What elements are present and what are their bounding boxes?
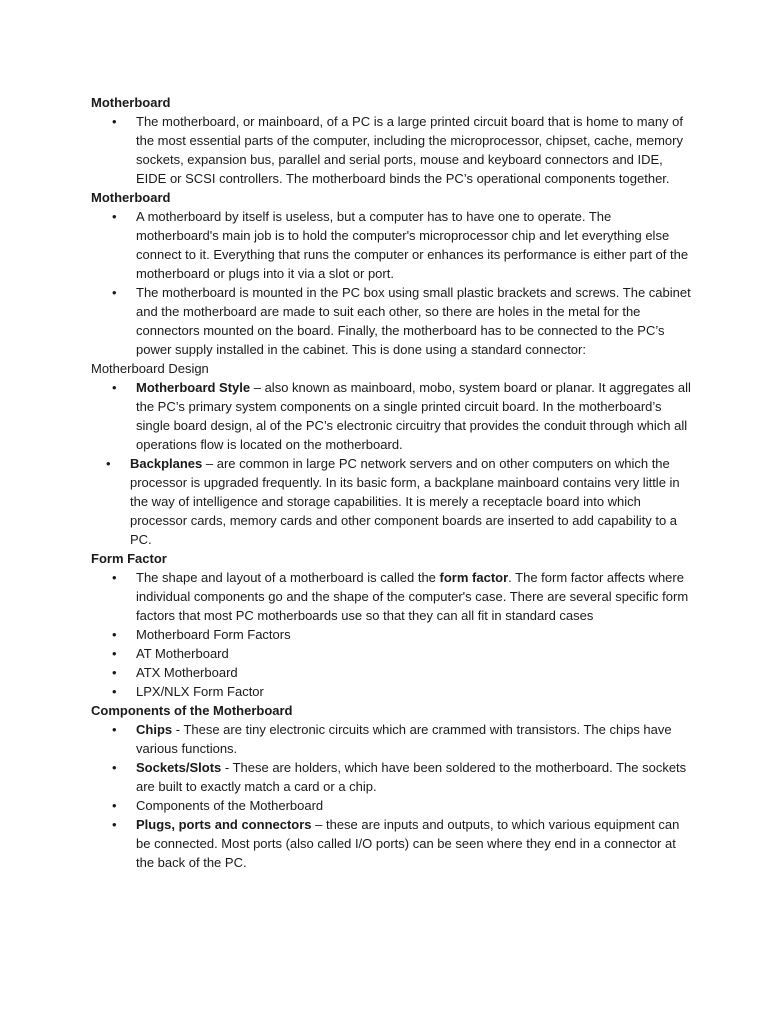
item-text: – these are inputs and outputs, to which various equipment can be connected. Most ports (also called I/O ports) can be seen where they end in a connector at the back of the PC. (136, 817, 680, 870)
bullet-icon: • (112, 722, 117, 737)
list-item (91, 454, 691, 549)
bullet-icon: • (112, 570, 117, 585)
item-text: Components of the Motherboard (136, 798, 324, 813)
list-item (91, 644, 691, 663)
section-heading: Motherboard (91, 95, 171, 110)
list-item (91, 568, 691, 625)
item-lead: Sockets/Slots (136, 760, 222, 775)
bullet-list (91, 378, 691, 549)
list-item (91, 815, 691, 872)
item-lead: Motherboard Style (136, 380, 251, 395)
item-term: form factor (439, 570, 509, 585)
section-heading: Form Factor (91, 551, 167, 566)
section-heading: Motherboard Design (91, 361, 209, 376)
bullet-list (91, 568, 691, 701)
list-item (91, 682, 691, 701)
item-text: Motherboard Form Factors (136, 627, 291, 642)
bullet-icon: • (112, 627, 117, 642)
item-text: LPX/NLX Form Factor (136, 684, 264, 699)
list-item (91, 283, 691, 359)
item-text-pre: The shape and layout of a motherboard is called the (136, 570, 440, 585)
bullet-icon: • (112, 380, 117, 395)
bullet-icon: • (112, 285, 117, 300)
item-text: – are common in large PC network servers and on other computers on which the processor is upgraded frequently. In its basic form, a backplane mainboard contains very little in the way of intelligence and storage capabilities. It is merely a receptacle board into which processor cards, memory cards and other component boards are inserted to add capability to a PC. (130, 456, 680, 547)
item-lead: Backplanes (130, 456, 203, 471)
item-text: – also known as mainboard, mobo, system board or planar. It aggregates all the PC’s primary system components on a single printed circuit board. In the motherboard’s single board design, al of the PC’s electronic circuitry that provides the conduit through which all operations flow is located on the motherboard. (136, 380, 691, 452)
item-text: ATX Motherboard (136, 665, 238, 680)
bullet-icon: • (112, 209, 117, 224)
item-text: - These are holders, which have been soldered to the motherboard. The sockets are built to exactly match a card or a chip. (136, 760, 687, 794)
list-item (91, 663, 691, 682)
list-item (91, 207, 691, 283)
section-heading: Components of the Motherboard (91, 703, 293, 718)
item-text-post: . The form factor affects where individual components go and the shape of the computer's case. There are several specific form factors that most PC motherboards use so that they can all fit in standard cases (136, 570, 689, 623)
bullet-icon: • (112, 114, 117, 129)
list-item (91, 112, 691, 188)
list-item (91, 625, 691, 644)
list-item (91, 758, 691, 796)
item-text: A motherboard by itself is useless, but a computer has to have one to operate. The motherboard's main job is to hold the computer's microprocessor chip and let everything else connect to it. Everything that runs the computer or enhances its performance is either part of the motherboard or plugs into it via a slot or port. (136, 209, 689, 281)
item-text: AT Motherboard (136, 646, 229, 661)
item-text: The motherboard, or mainboard, of a PC is a large printed circuit board that is home to many of the most essential parts of the computer, including the microprocessor, chipset, cache, memory sockets, expansion bus, parallel and serial ports, mouse and keyboard connectors and IDE, EIDE or SCSI controllers. The motherboard binds the PC’s operational components together. (136, 114, 683, 186)
list-item (91, 796, 691, 815)
bullet-icon: • (112, 684, 117, 699)
bullet-icon: • (112, 646, 117, 661)
bullet-icon: • (112, 817, 117, 832)
item-lead: Plugs, ports and connectors (136, 817, 312, 832)
bullet-list (91, 720, 691, 872)
list-item (91, 720, 691, 758)
bullet-icon: • (106, 456, 111, 471)
item-text: The motherboard is mounted in the PC box using small plastic brackets and screws. The cabinet and the motherboard are made to suit each other, so there are holes in the metal for the connectors mounted on the board. Finally, the motherboard has to be connected to the PC’s power supply installed in the cabinet. This is done using a standard connector: (136, 285, 691, 357)
item-text: - These are tiny electronic circuits which are crammed with transistors. The chips have various functions. (136, 722, 672, 756)
bullet-icon: • (112, 760, 117, 775)
list-item (91, 378, 691, 454)
bullet-list (91, 112, 691, 188)
section-heading: Motherboard (91, 190, 171, 205)
bullet-icon: • (112, 665, 117, 680)
item-lead: Chips (136, 722, 173, 737)
document-page (91, 93, 691, 872)
bullet-list (91, 207, 691, 359)
bullet-icon: • (112, 798, 117, 813)
